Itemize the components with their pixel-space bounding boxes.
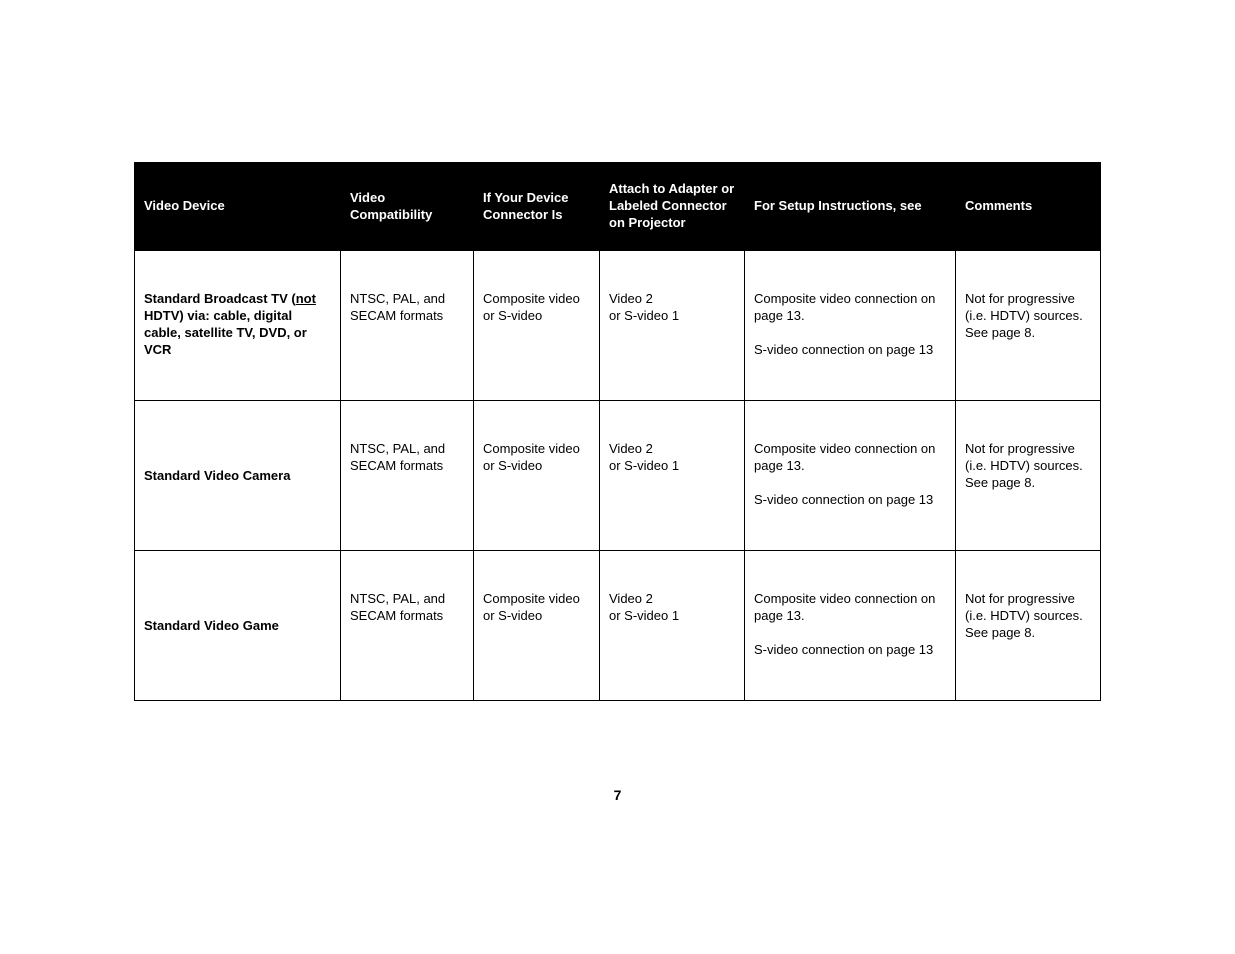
setup-line-2: S-video connection on page 13 [754,641,934,657]
comments-cell: Not for progressive (i.e. HDTV) sources. See page 8. [956,550,1101,700]
setup-line-1: Composite video connection on page 13. [754,590,936,623]
compatibility-cell: NTSC, PAL, and SECAM formats [341,250,474,400]
page-number: 7 [613,787,622,803]
setup-line-1: Composite video connection on page 13. [754,290,936,323]
setup-line-2: S-video connection on page 13 [754,491,934,507]
table-body [135,250,1101,700]
connector-cell: Composite video or S-video [474,550,600,700]
device-text-suffix: HDTV) via: cable, digital cable, satellite TV, DVD, or VCR [144,307,307,357]
compatibility-cell: NTSC, PAL, and SECAM formats [341,400,474,550]
attach-line-1: Video 2 [609,290,653,306]
setup-line-1: Composite video connection on page 13. [754,440,936,473]
setup-cell [745,550,956,700]
table-row [135,250,1101,400]
table-row [135,550,1101,700]
comments-cell: Not for progressive (i.e. HDTV) sources. See page 8. [956,250,1101,400]
connector-cell: Composite video or S-video [474,250,600,400]
attach-cell [600,550,745,700]
table-header [135,162,1101,250]
header-row [135,162,1101,250]
attach-line-2: or S-video 1 [609,607,680,623]
device-cell: Standard Video Camera [135,400,341,550]
header-setup-instructions: For Setup Instructions, see [745,162,956,250]
device-text-prefix: Standard Broadcast TV ( [144,290,296,306]
setup-gap [754,474,946,491]
attach-cell [600,400,745,550]
setup-gap [754,624,946,641]
setup-gap [754,324,946,341]
comments-cell: Not for progressive (i.e. HDTV) sources. See page 8. [956,400,1101,550]
attach-line-1: Video 2 [609,590,653,606]
attach-line-1: Video 2 [609,440,653,456]
attach-line-2: or S-video 1 [609,457,680,473]
connector-cell: Composite video or S-video [474,400,600,550]
attach-line-2: or S-video 1 [609,307,680,323]
table-row [135,400,1101,550]
header-video-device: Video Device [135,162,341,250]
device-cell [135,250,341,400]
setup-line-2: S-video connection on page 13 [754,341,934,357]
setup-cell [745,250,956,400]
video-device-table [134,162,1101,701]
compatibility-cell: NTSC, PAL, and SECAM formats [341,550,474,700]
header-attach-to: Attach to Adapter or Labeled Connector on Projector [600,162,745,250]
header-comments: Comments [956,162,1101,250]
header-device-connector: If Your Device Connector Is [474,162,600,250]
header-video-compatibility: Video Compatibility [341,162,474,250]
attach-cell [600,250,745,400]
device-cell: Standard Video Game [135,550,341,700]
device-text-underline: not [295,290,316,306]
setup-cell [745,400,956,550]
